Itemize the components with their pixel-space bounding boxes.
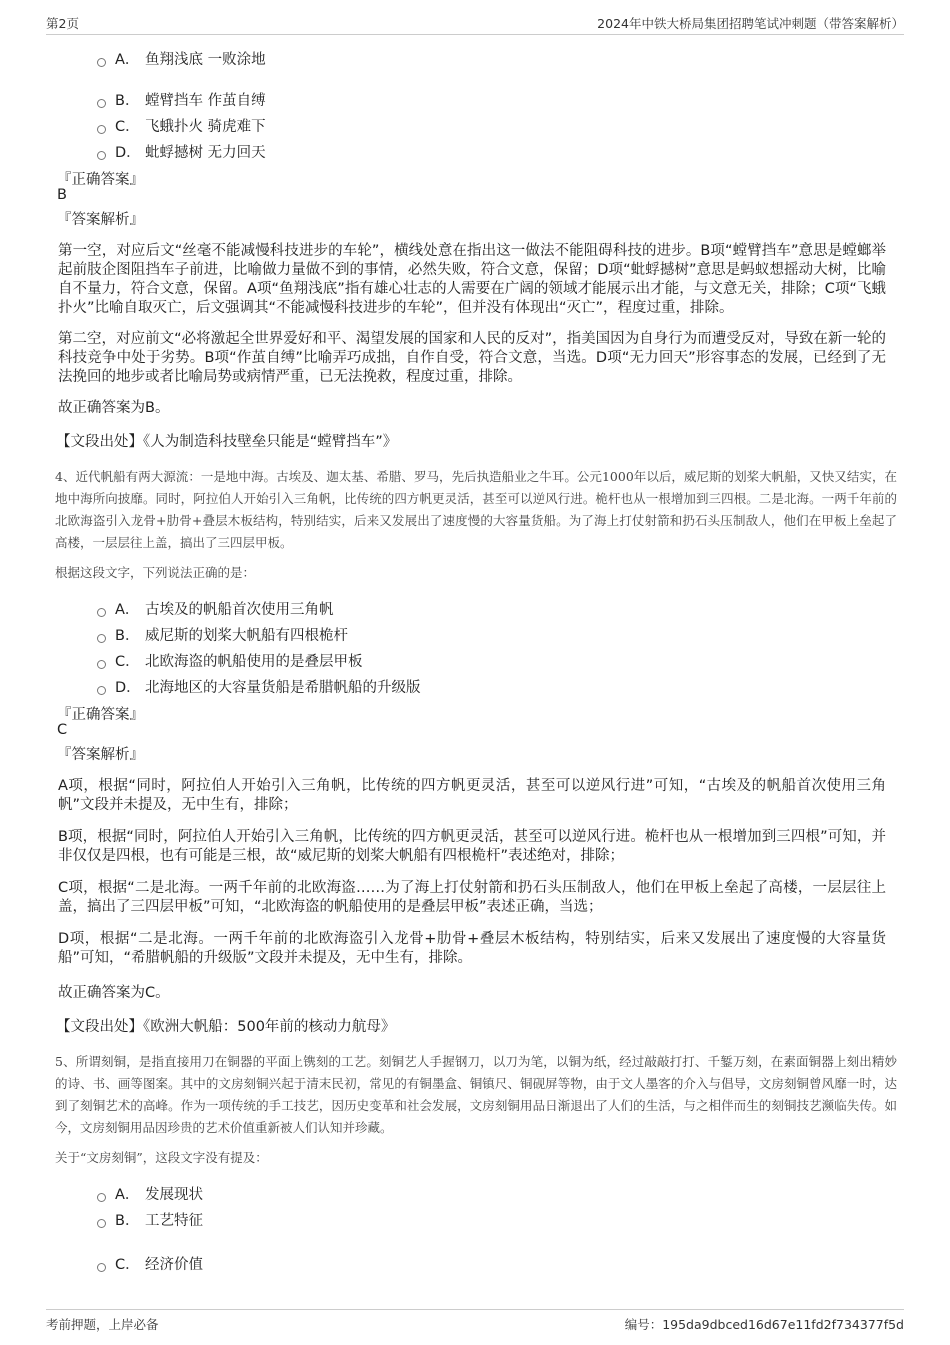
analysis-paragraph: C项，根据“二是北海。一两千年前的北欧海盗……为了海上打仗射箭和扔石头压制敌人，他们在甲板上垒起了高楼，一层层往上盖，搞出了三四层甲板”可知，“北欧海盗的帆船使用的是叠层甲板”表述正确，当选； <box>58 880 886 915</box>
question-stem: 根据这段文字，下列说法正确的是： <box>55 565 256 580</box>
analysis-paragraph: 第一空，对应后文“丝毫不能减慢科技进步的车轮”，横线处意在指出这一做法不能阻碍科技的进步。B项“螳臂挡车”意思是螳螂举起前肢企图阻挡车子前进，比喻做力量做不到的事情，必然失败，符合文意，保留；D项“蚍蜉撼树”意思是蚂蚁想摇动大树，比喻自不量力，符合文意，保留。A项“鱼翔浅底”指有雄心壮志的人需要在广阔的领域才能展示出才能，与文意无关，排除；C项“飞蛾扑火”比喻自取灭亡，后文强调其“不能减慢科技进步的车轮”，但并没有体现出“灭亡”，程度过重，排除。 <box>58 243 886 316</box>
page-number: 第2页 <box>46 16 79 31</box>
document-title: 2024年中铁大桥局集团招聘笔试冲刺题（带答案解析） <box>597 16 904 31</box>
radio-icon[interactable] <box>97 1219 106 1228</box>
option-b[interactable]: B． 工艺特征 <box>97 1209 203 1230</box>
radio-icon[interactable] <box>97 660 106 669</box>
answer-label: 『正确答案』 <box>57 707 144 723</box>
option-a[interactable]: A． 发展现状 <box>97 1183 203 1204</box>
answer-label: 『正确答案』 <box>57 172 144 188</box>
radio-icon[interactable] <box>97 58 106 67</box>
question-passage: 4、近代帆船有两大源流：一是地中海。古埃及、迦太基、希腊、罗马，先后执造船业之牛耳。公元1000年以后，威尼斯的划桨大帆船，又快又结实，在地中海所向披靡。同时，阿拉伯人开始引入三角帆，比传统的四方帆更灵活，甚至可以逆风行进。桅杆也从一根增加到三四根。二是北海。一两千年前的北欧海盗引入龙骨+肋骨+叠层木板结构，特别结实，后来又发展出了速度慢的大容量货船。为了海上打仗射箭和扔石头压制敌人，他们在甲板上垒起了高楼，一层层往上盖，搞出了三四层甲板。 <box>55 469 897 550</box>
answer-value: C <box>57 722 68 738</box>
option-c[interactable]: C． 北欧海盗的帆船使用的是叠层甲板 <box>97 650 363 671</box>
option-c[interactable]: C． 飞蛾扑火 骑虎难下 <box>97 115 266 136</box>
analysis-conclusion: 故正确答案为C。 <box>58 985 170 1001</box>
option-c[interactable]: C． 经济价值 <box>97 1253 203 1274</box>
source-citation: 【文段出处】《欧洲大帆船：500年前的核动力航母》 <box>56 1019 396 1035</box>
radio-icon[interactable] <box>97 125 106 134</box>
document-id: 编号：195da9dbced16d67e11fd2f734377f5d <box>624 1317 904 1332</box>
option-a[interactable]: A． 鱼翔浅底 一败涂地 <box>97 48 266 69</box>
answer-value: B <box>57 187 67 203</box>
radio-icon[interactable] <box>97 151 106 160</box>
question-stem: 关于“文房刻铜”，这段文字没有提及： <box>55 1150 268 1165</box>
page-header <box>46 12 904 35</box>
radio-icon[interactable] <box>97 1263 106 1272</box>
radio-icon[interactable] <box>97 634 106 643</box>
option-d[interactable]: D． 北海地区的大容量货船是希腊帆船的升级版 <box>97 676 421 697</box>
option-b[interactable]: B． 威尼斯的划桨大帆船有四根桅杆 <box>97 624 348 645</box>
analysis-paragraph: D项，根据“二是北海。一两千年前的北欧海盗引入龙骨+肋骨+叠层木板结构，特别结实，后来又发展出了速度慢的大容量货船”可知，“希腊帆船的升级版”文段并未提及，无中生有，排除。 <box>58 931 886 966</box>
analysis-label: 『答案解析』 <box>57 747 144 763</box>
radio-icon[interactable] <box>97 1193 106 1202</box>
footer-slogan: 考前押题，上岸必备 <box>46 1317 159 1332</box>
analysis-paragraph: A项，根据“同时，阿拉伯人开始引入三角帆，比传统的四方帆更灵活，甚至可以逆风行进”可知，“古埃及的帆船首次使用三角帆”文段并未提及，无中生有，排除； <box>58 778 886 813</box>
option-a[interactable]: A． 古埃及的帆船首次使用三角帆 <box>97 598 334 619</box>
source-citation: 【文段出处】《人为制造科技壁垒只能是“螳臂挡车”》 <box>56 434 398 450</box>
page-footer <box>46 1309 904 1334</box>
question-passage: 5、所谓刻铜，是指直接用刀在铜器的平面上镌刻的工艺。刻铜艺人手握钢刀，以刀为笔，以铜为纸，经过敲敲打打、千錾万刻，在素面铜器上刻出精妙的诗、书、画等图案。其中的文房刻铜兴起于清末民初，常见的有铜墨盒、铜镇尺、铜砚屏等物，由于文人墨客的介入与倡导，文房刻铜曾风靡一时，达到了刻铜艺术的高峰。作为一项传统的手工技艺，因历史变革和社会发展，文房刻铜用品日渐退出了人们的生活，与之相伴而生的刻铜技艺濒临失传。如今，文房刻铜用品因珍贵的艺术价值重新被人们认知并珍藏。 <box>55 1054 897 1135</box>
analysis-paragraph: B项，根据“同时，阿拉伯人开始引入三角帆，比传统的四方帆更灵活，甚至可以逆风行进。桅杆也从一根增加到三四根”可知，并非仅仅是四根，也有可能是三根，故“威尼斯的划桨大帆船有四根桅杆”表述绝对，排除； <box>58 829 886 864</box>
analysis-conclusion: 故正确答案为B。 <box>58 400 170 416</box>
radio-icon[interactable] <box>97 99 106 108</box>
analysis-paragraph: 第二空，对应前文“必将激起全世界爱好和平、渴望发展的国家和人民的反对”，指美国因为自身行为而遭受反对，导致在新一轮的科技竞争中处于劣势。B项“作茧自缚”比喻弄巧成拙，自作自受，符合文意，当选。D项“无力回天”形容事态的发展，已经到了无法挽回的地步或者比喻局势或病情严重，已无法挽救，程度过重，排除。 <box>58 331 886 385</box>
option-d[interactable]: D． 蚍蜉撼树 无力回天 <box>97 141 266 162</box>
radio-icon[interactable] <box>97 686 106 695</box>
option-b[interactable]: B． 螳臂挡车 作茧自缚 <box>97 89 266 110</box>
radio-icon[interactable] <box>97 608 106 617</box>
analysis-label: 『答案解析』 <box>57 212 144 228</box>
